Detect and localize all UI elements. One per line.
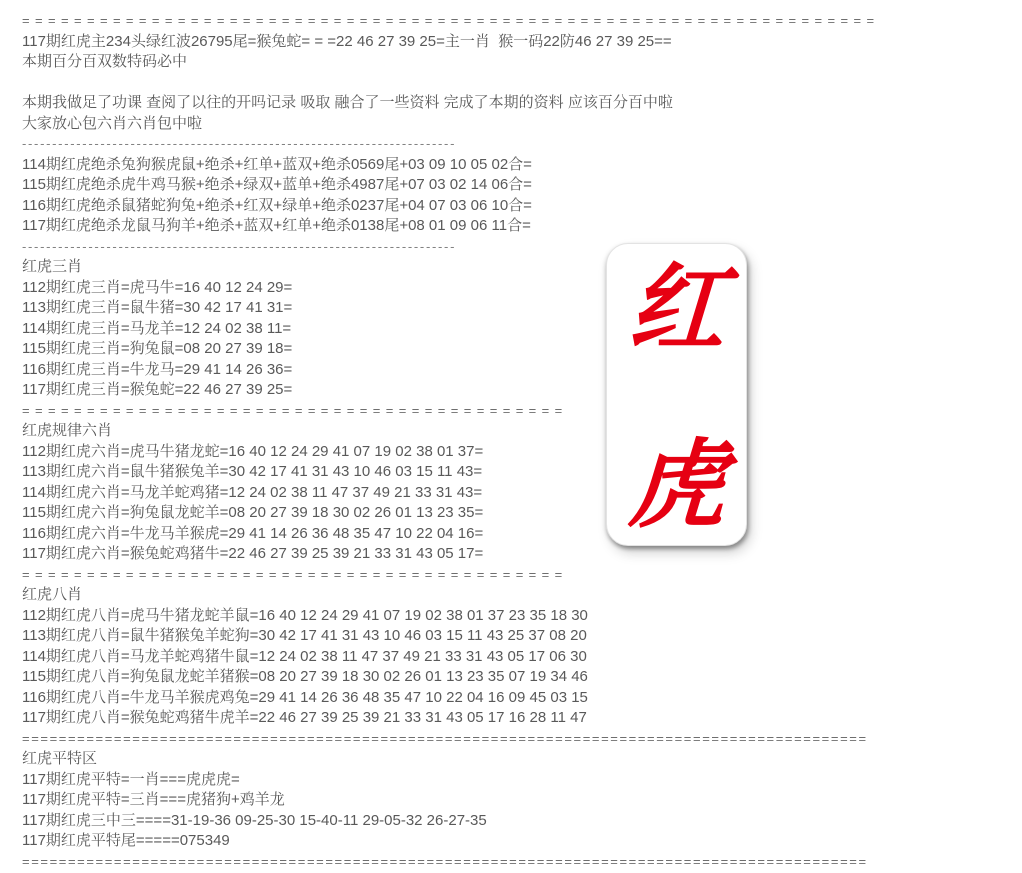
dash-divider-bottom: ------------------------------------------------------------------------ bbox=[22, 238, 457, 254]
sanxiao-row: 115期红虎三肖=狗兔鼠=08 20 27 39 18= bbox=[22, 340, 293, 357]
intro-line-1: 本期我做足了功课 查阅了以往的开吗记录 吸取 融合了一些资料 完成了本期的资料 应该百分百中啦 bbox=[22, 94, 673, 111]
separator-liuxiao: ========================================== bbox=[22, 566, 568, 582]
separator-sanxiao: ========================================== bbox=[22, 402, 568, 418]
sanxiao-row: 117期红虎三肖=猴兔蛇=22 46 27 39 25= bbox=[22, 381, 293, 398]
badge-char-hu: 虎 bbox=[625, 432, 728, 540]
baxiao-row: 112期红虎八肖=虎马牛猪龙蛇羊鼠=16 40 12 24 29 41 07 19 02 38 01 37 23 35 18 30 bbox=[22, 606, 588, 624]
liuxiao-row: 116期红虎六肖=牛龙马羊猴虎=29 41 14 26 36 48 35 47 10 22 04 16= bbox=[22, 524, 484, 542]
red-tiger-badge bbox=[606, 243, 747, 546]
pingte-row: 117期红虎三中三====31-19-36 09-25-30 15-40-11 29-05-32 26-27-35 bbox=[22, 811, 487, 829]
baxiao-row: 115期红虎八肖=狗兔鼠龙蛇羊猪猴=08 20 27 39 18 30 02 26 01 13 23 35 07 19 34 46 bbox=[22, 668, 588, 685]
baxiao-row: 114期红虎八肖=马龙羊蛇鸡猪牛鼠=12 24 02 38 11 47 37 49 21 33 31 43 05 17 06 30 bbox=[22, 647, 587, 665]
section-title-baxiao: 红虎八肖 bbox=[22, 586, 83, 603]
sanxiao-row: 112期红虎三肖=虎马牛=16 40 12 24 29= bbox=[22, 278, 293, 296]
separator-bottom: ============================================================================================ bbox=[22, 853, 868, 869]
sanxiao-row: 113期红虎三肖=鼠牛猪=30 42 17 41 31= bbox=[22, 299, 293, 316]
post-body bbox=[22, 11, 1022, 872]
dash-divider-top: ------------------------------------------------------------------------ bbox=[22, 136, 457, 151]
pingte-row: 117期红虎平特尾=====075349 bbox=[22, 832, 230, 849]
sanxiao-row: 114期红虎三肖=马龙羊=12 24 02 38 11= bbox=[22, 319, 292, 337]
separator-baxiao: ============================================================================================ bbox=[22, 730, 868, 746]
pingte-row: 117期红虎平特=三肖===虎猪狗+鸡羊龙 bbox=[22, 791, 285, 808]
sanxiao-row: 116期红虎三肖=牛龙马=29 41 14 26 36= bbox=[22, 360, 293, 378]
section-title-liuxiao: 红虎规律六肖 bbox=[22, 422, 113, 439]
liuxiao-row: 115期红虎六肖=狗兔鼠龙蛇羊=08 20 27 39 18 30 02 26 01 13 23 35= bbox=[22, 504, 484, 521]
juesha-row: 116期红虎绝杀鼠猪蛇狗兔+绝杀+红双+绿单+绝杀0237尾+04 07 03 06 10合= bbox=[22, 196, 532, 214]
liuxiao-row: 114期红虎六肖=马龙羊蛇鸡猪=12 24 02 38 11 47 37 49 21 33 31 43= bbox=[22, 483, 483, 501]
juesha-row: 115期红虎绝杀虎牛鸡马猴+绝杀+绿双+蓝单+绝杀4987尾+07 03 02 14 06合= bbox=[22, 176, 532, 193]
juesha-row: 117期红虎绝杀龙鼠马狗羊+绝杀+蓝双+红单+绝杀0138尾+08 01 09 06 11合= bbox=[22, 217, 531, 234]
liuxiao-row: 112期红虎六肖=虎马牛猪龙蛇=16 40 12 24 29 41 07 19 02 38 01 37= bbox=[22, 442, 484, 460]
blank-line bbox=[22, 73, 1022, 94]
headline-main: 117期红虎主234头绿红波26795尾=猴兔蛇= = =22 46 27 39 25=主一肖 猴一码22防46 27 39 25== bbox=[22, 32, 672, 50]
badge-char-hong: 红 bbox=[625, 256, 728, 363]
section-title-sanxiao: 红虎三肖 bbox=[22, 258, 83, 275]
separator-top: ================================================================== bbox=[22, 13, 880, 28]
baxiao-row: 117期红虎八肖=猴兔蛇鸡猪牛虎羊=22 46 27 39 25 39 21 33 31 43 05 17 16 28 11 47 bbox=[22, 709, 587, 726]
liuxiao-row: 113期红虎六肖=鼠牛猪猴兔羊=30 42 17 41 31 43 10 46 03 15 11 43= bbox=[22, 463, 483, 480]
headline-sub: 本期百分百双数特码必中 bbox=[22, 53, 188, 70]
liuxiao-row: 117期红虎六肖=猴兔蛇鸡猪牛=22 46 27 39 25 39 21 33 31 43 05 17= bbox=[22, 545, 484, 562]
pingte-row: 117期红虎平特=一肖===虎虎虎= bbox=[22, 770, 240, 788]
intro-line-2: 大家放心包六肖六肖包中啦 bbox=[22, 114, 203, 132]
baxiao-row: 113期红虎八肖=鼠牛猪猴兔羊蛇狗=30 42 17 41 31 43 10 46 03 15 11 43 25 37 08 20 bbox=[22, 627, 587, 644]
juesha-row: 114期红虎绝杀兔狗猴虎鼠+绝杀+红单+蓝双+绝杀0569尾+03 09 10 05 02合= bbox=[22, 155, 532, 173]
section-title-pingte: 红虎平特区 bbox=[22, 750, 98, 767]
baxiao-row: 116期红虎八肖=牛龙马羊猴虎鸡兔=29 41 14 26 36 48 35 47 10 22 04 16 09 45 03 15 bbox=[22, 688, 588, 706]
